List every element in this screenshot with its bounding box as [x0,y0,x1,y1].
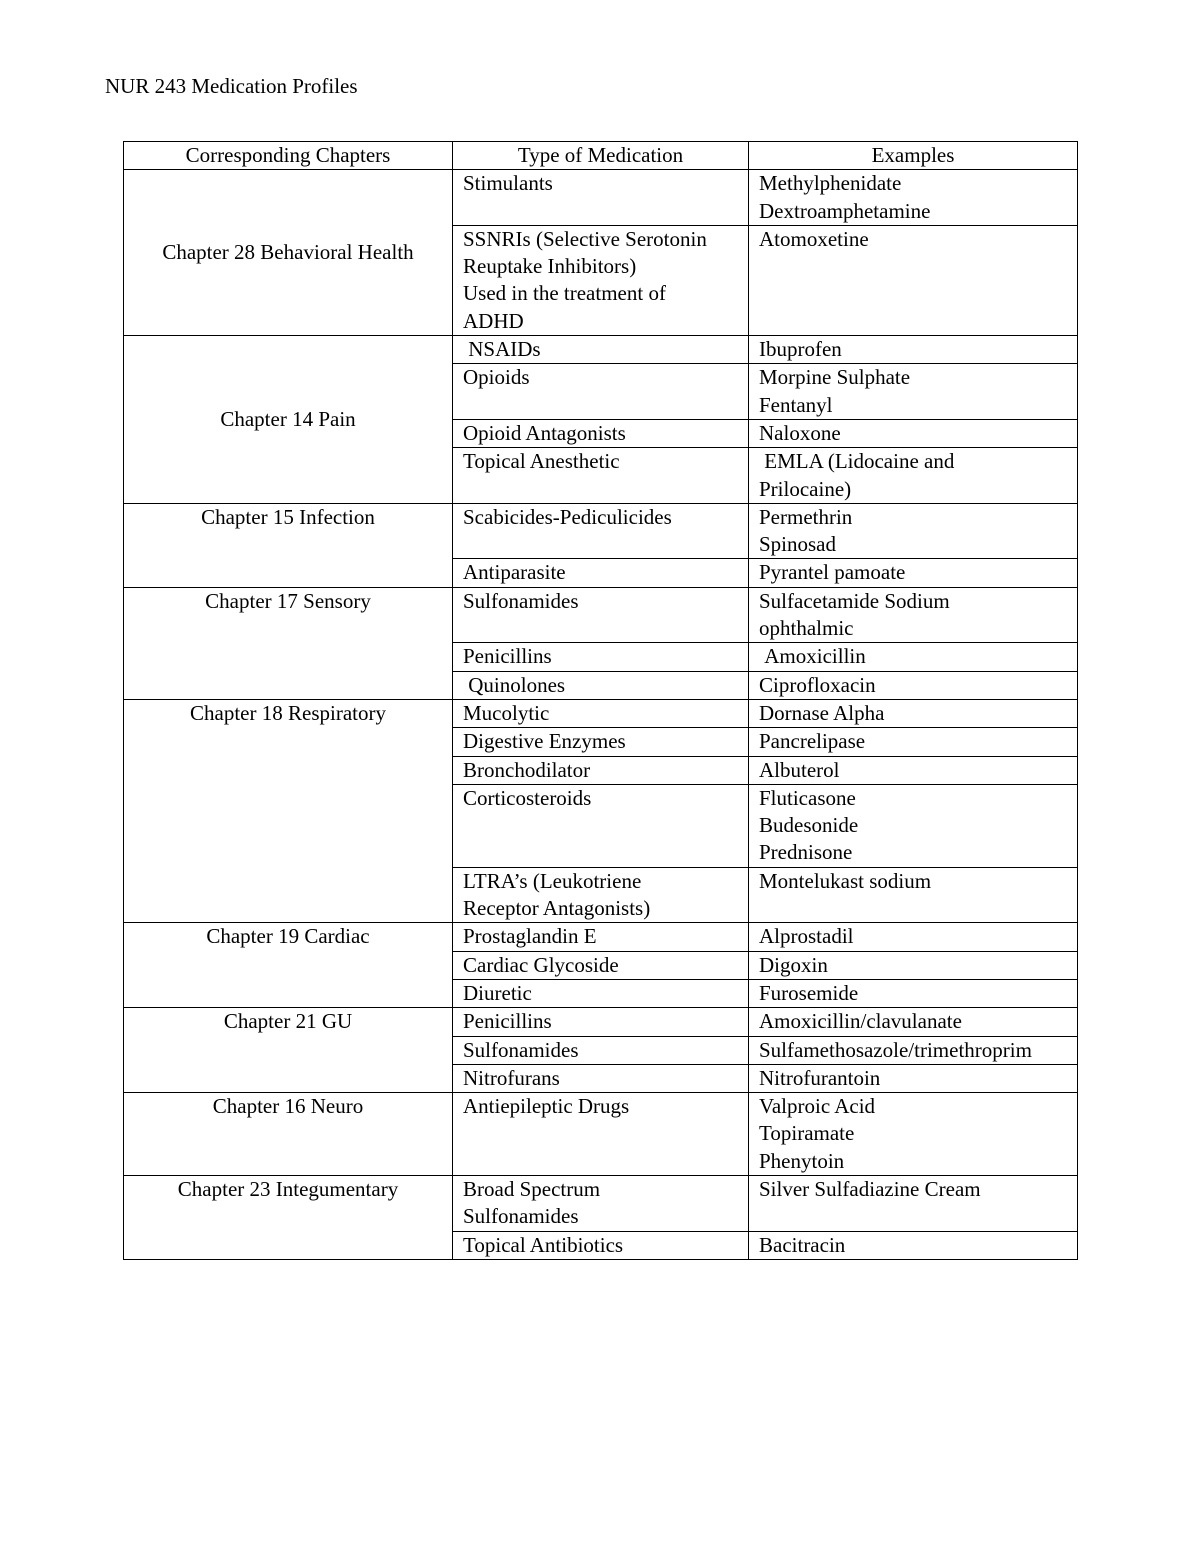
example-line: Nitrofurantoin [759,1065,881,1090]
example-line: Prilocaine) [759,476,852,501]
table-row [124,587,1078,643]
chapter-cell: Chapter 19 Cardiac [124,923,453,1008]
medication-type-cell [453,336,749,364]
medication-type-cell [453,867,749,923]
examples-cell [749,671,1078,699]
example-line: Topiramate [759,1121,855,1146]
chapter-cell: Chapter 23 Integumentary [124,1175,453,1259]
medication-type-line: Antiepileptic Drugs [463,1094,630,1119]
example-line: Ciprofloxacin [759,672,876,697]
chapter-cell: Chapter 14 Pain [124,336,453,504]
examples-cell [749,1093,1078,1176]
header-row [124,142,1078,170]
medication-type-line: Penicillins [463,1009,552,1034]
medication-type-cell [453,951,749,979]
chapter-cell: Chapter 28 Behavioral Health [124,170,453,336]
examples-cell [749,951,1078,979]
example-line: Amoxicillin [759,644,866,669]
example-line: Dornase Alpha [759,700,885,725]
example-line: Pancrelipase [759,729,866,754]
medication-type-line: Penicillins [463,644,552,669]
example-line: Permethrin [759,504,853,529]
examples-cell [749,225,1078,335]
example-line: Methylphenidate [759,171,902,196]
medication-type-line: LTRA’s (Leukotriene [463,868,642,893]
medication-type-cell [453,364,749,420]
medication-type-line: Digestive Enzymes [463,729,626,754]
table-row [124,170,1078,226]
examples-cell [749,448,1078,504]
medication-type-line: Opioids [463,365,530,390]
medication-type-line: Opioid Antagonists [463,420,626,445]
medication-type-line: Corticosteroids [463,785,592,810]
example-line: Prednisone [759,840,853,865]
medication-type-line: SSNRIs (Selective Serotonin [463,226,707,251]
examples-cell [749,1175,1078,1231]
medication-type-line: Sulfonamides [463,1037,579,1062]
table-row [124,923,1078,951]
medication-type-line: Nitrofurans [463,1065,560,1090]
medication-type-cell [453,979,749,1007]
examples-cell [749,364,1078,420]
chapter-cell: Chapter 15 Infection [124,503,453,587]
example-line: Ibuprofen [759,337,842,362]
header-type: Type of Medication [453,142,749,170]
medication-type-cell [453,1093,749,1176]
medication-type-cell [453,170,749,226]
example-line: Albuterol [759,757,840,782]
examples-cell [749,419,1078,447]
medication-type-cell [453,1064,749,1092]
example-line: Sulfacetamide Sodium [759,588,950,613]
examples-cell [749,784,1078,867]
example-line: Spinosad [759,532,837,557]
example-line: Alprostadil [759,924,854,949]
medication-type-line: NSAIDs [463,337,541,362]
examples-cell [749,170,1078,226]
document-title: NUR 243 Medication Profiles [105,74,358,98]
example-line: Valproic Acid [759,1094,876,1119]
header-examples: Examples [749,142,1078,170]
medication-type-cell [453,728,749,756]
medication-type-line: Topical Anesthetic [463,449,620,474]
medication-type-line: Diuretic [463,980,532,1005]
medication-type-cell [453,503,749,559]
medication-type-cell [453,559,749,587]
medication-type-cell [453,1008,749,1036]
examples-cell [749,559,1078,587]
chapter-cell: Chapter 17 Sensory [124,587,453,699]
table-row [124,336,1078,364]
example-line: Naloxone [759,420,841,445]
example-line: Budesonide [759,813,859,838]
medication-type-line: Mucolytic [463,700,550,725]
example-line: Montelukast sodium [759,868,932,893]
medication-type-line: Cardiac Glycoside [463,952,619,977]
medication-type-line: Quinolones [463,672,566,697]
medication-type-cell [453,671,749,699]
medication-type-line: Reuptake Inhibitors) [463,254,637,279]
examples-cell [749,699,1078,727]
medication-type-line: Bronchodilator [463,757,591,782]
medication-type-line: Scabicides-Pediculicides [463,504,672,529]
medication-type-line: ADHD [463,308,524,333]
medication-type-cell [453,587,749,643]
examples-cell [749,1064,1078,1092]
medication-type-line: Sulfonamides [463,588,579,613]
examples-cell [749,503,1078,559]
medication-type-line: Used in the treatment of [463,281,666,306]
example-line: Pyrantel pamoate [759,560,906,585]
medication-type-line: Topical Antibiotics [463,1232,624,1257]
medication-type-cell [453,643,749,671]
table-row [124,503,1078,559]
medication-type-cell [453,699,749,727]
chapter-cell: Chapter 16 Neuro [124,1093,453,1176]
examples-cell [749,336,1078,364]
example-line: EMLA (Lidocaine and [759,449,955,474]
examples-cell [749,728,1078,756]
medication-type-line: Stimulants [463,171,553,196]
table-row [124,699,1078,727]
medication-type-line: Sulfonamides [463,1204,579,1229]
table-row [124,1008,1078,1036]
medication-type-cell [453,448,749,504]
example-line: Dextroamphetamine [759,198,931,223]
example-line: Digoxin [759,952,828,977]
examples-cell [749,587,1078,643]
examples-cell [749,1036,1078,1064]
header-chapters: Corresponding Chapters [124,142,453,170]
chapter-cell: Chapter 21 GU [124,1008,453,1093]
example-line: Amoxicillin/clavulanate [759,1009,962,1034]
medication-type-line: Receptor Antagonists) [463,896,651,921]
examples-cell [749,756,1078,784]
example-line: Furosemide [759,980,859,1005]
examples-cell [749,1231,1078,1259]
medication-table [123,141,1078,1260]
medication-type-cell [453,756,749,784]
example-line: Sulfamethosazole/trimethroprim [759,1037,1032,1062]
examples-cell [749,979,1078,1007]
example-line: Morpine Sulphate [759,365,911,390]
example-line: Fentanyl [759,392,833,417]
example-line: Silver Sulfadiazine Cream [759,1176,981,1201]
examples-cell [749,1008,1078,1036]
medication-type-line: Prostaglandin E [463,924,597,949]
table-row [124,1175,1078,1231]
examples-cell [749,867,1078,923]
chapter-cell: Chapter 18 Respiratory [124,699,453,922]
example-line: Phenytoin [759,1148,845,1173]
example-line: ophthalmic [759,616,854,641]
medication-type-line: Broad Spectrum [463,1176,601,1201]
medication-type-cell [453,923,749,951]
example-line: Atomoxetine [759,226,869,251]
medication-type-cell [453,784,749,867]
table-body [124,170,1078,1260]
table-row [124,1093,1078,1176]
examples-cell [749,923,1078,951]
medication-type-cell [453,419,749,447]
medication-type-cell [453,225,749,335]
medication-type-cell [453,1036,749,1064]
medication-type-cell [453,1231,749,1259]
medication-type-line: Antiparasite [463,560,566,585]
examples-cell [749,643,1078,671]
example-line: Bacitracin [759,1232,846,1257]
example-line: Fluticasone [759,785,856,810]
medication-type-cell [453,1175,749,1231]
